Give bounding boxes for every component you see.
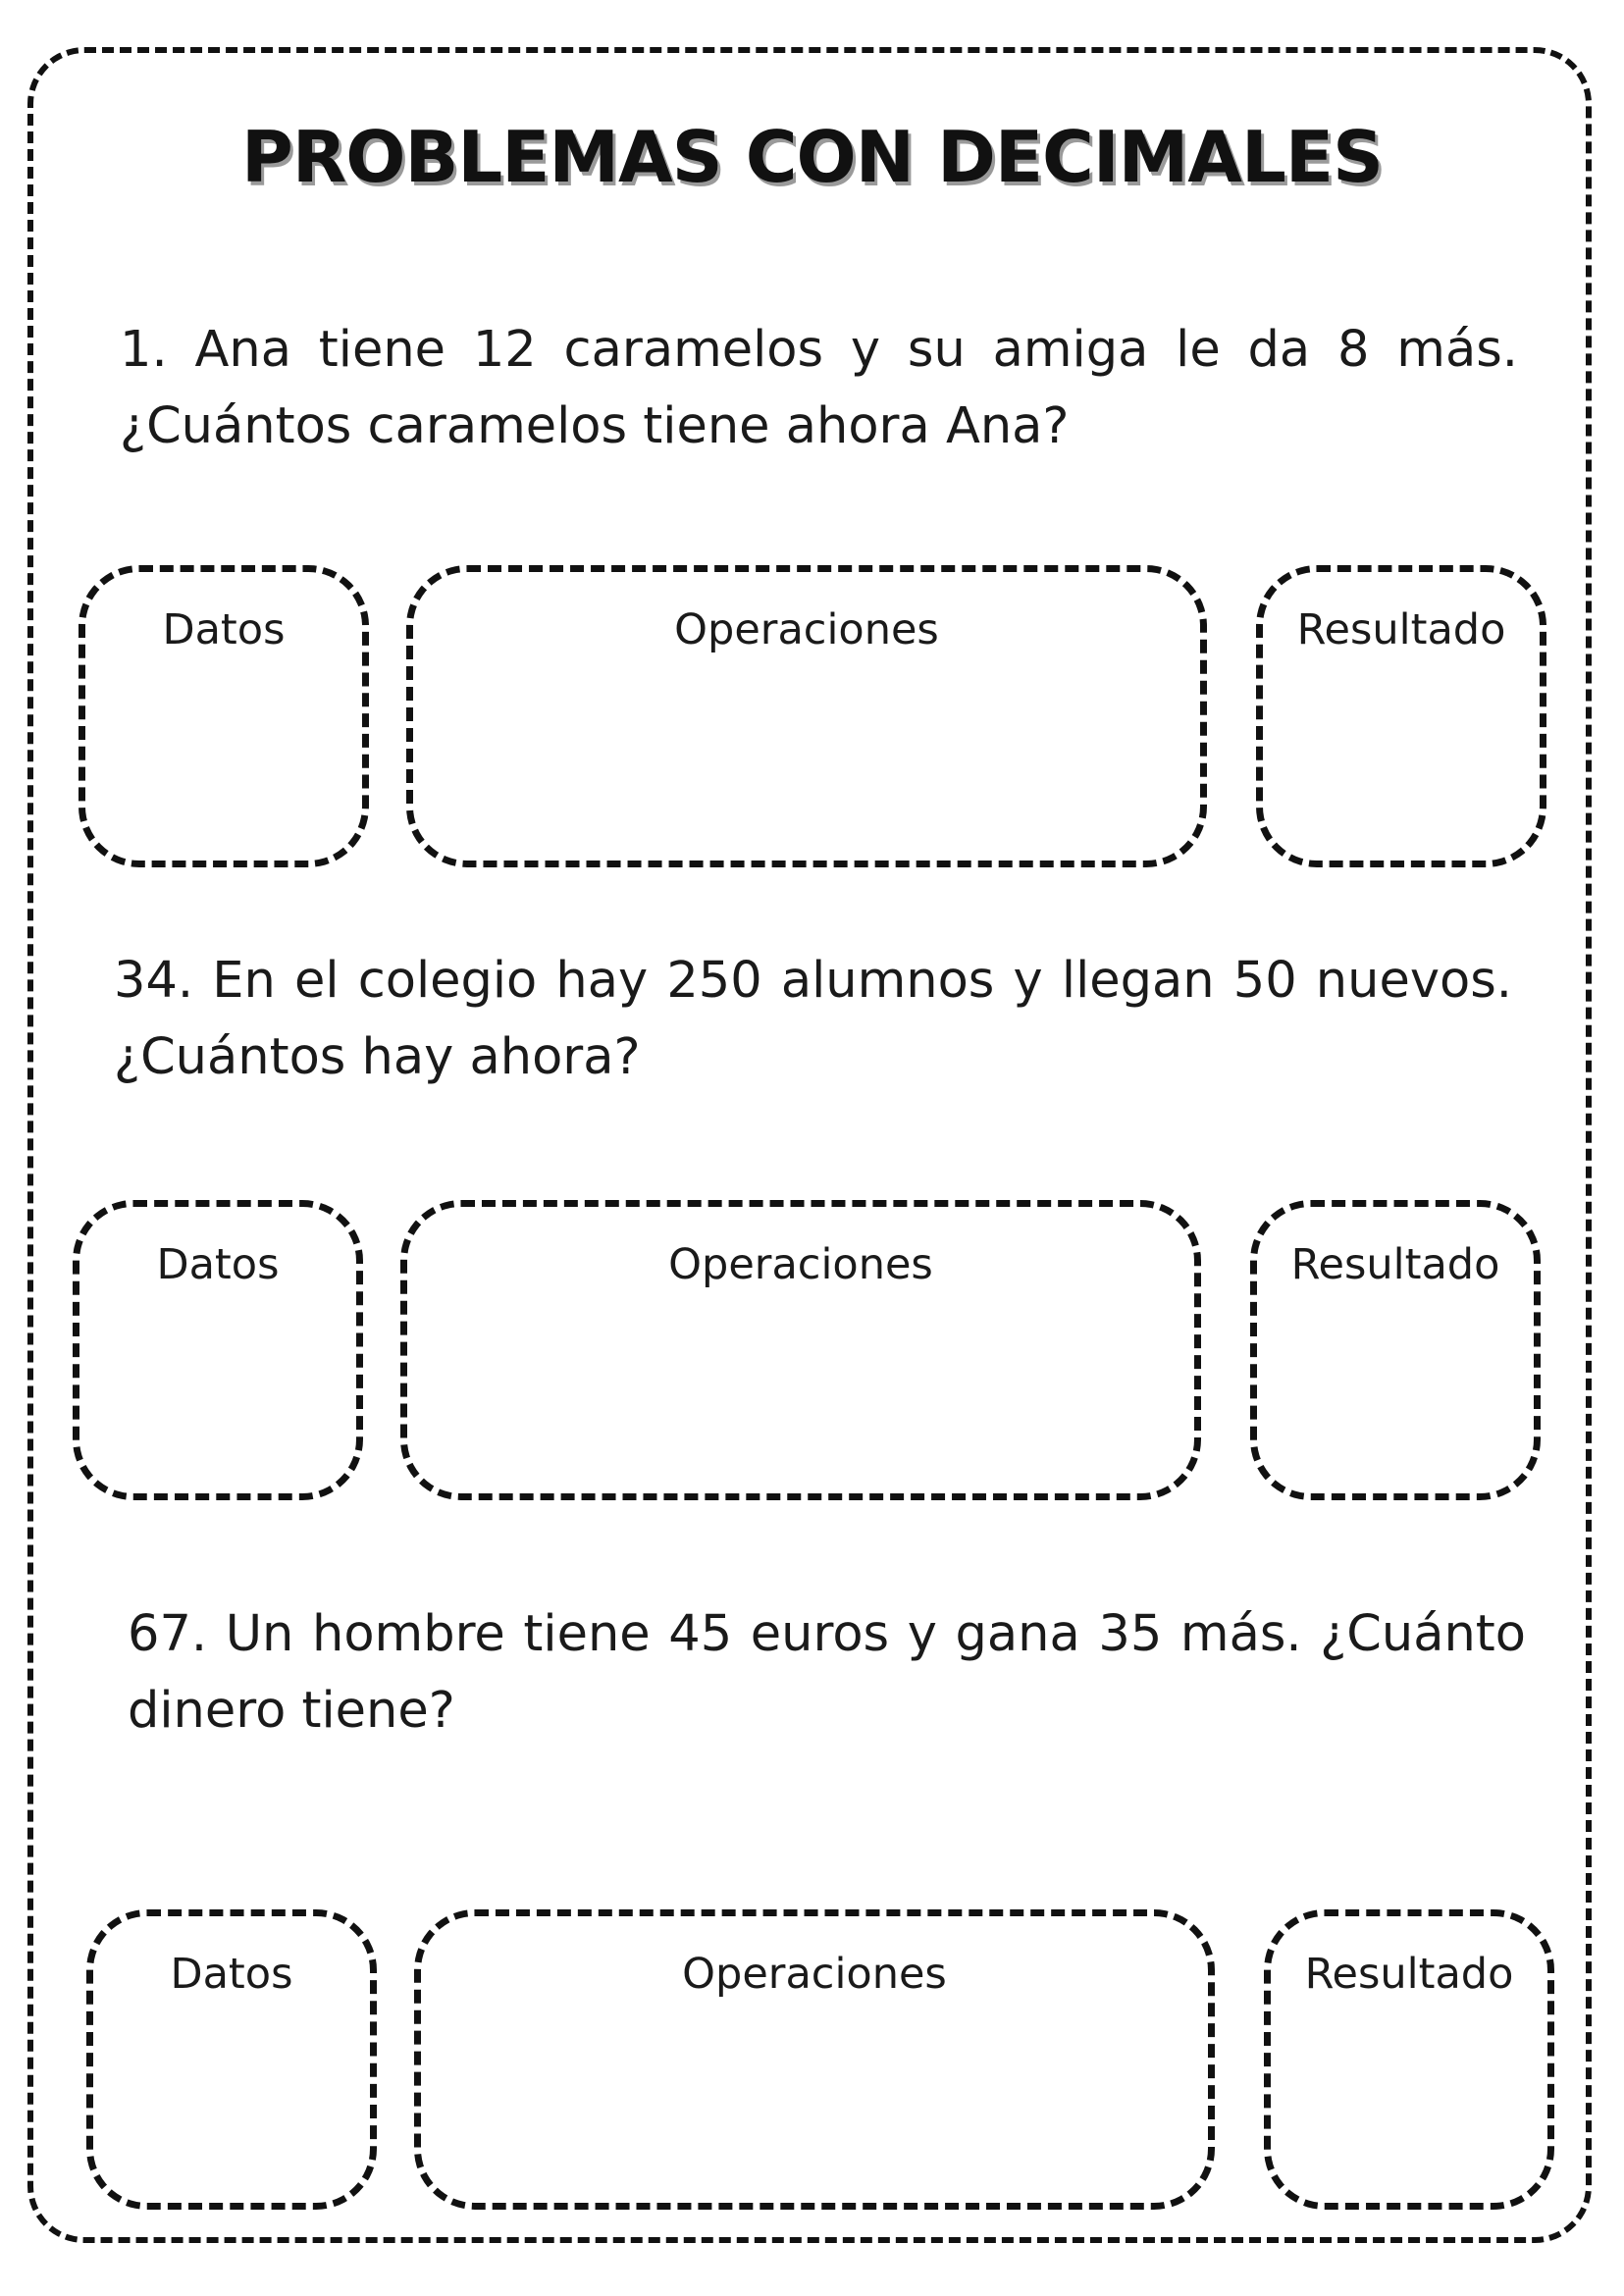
operaciones-label: Operaciones: [668, 1240, 933, 1289]
problem-3-datos-box[interactable]: [86, 1909, 377, 2210]
problem-3-resultado-box[interactable]: [1264, 1909, 1554, 2210]
worksheet-title: PROBLEMAS CON DECIMALES: [241, 116, 1383, 198]
resultado-label: Resultado: [1304, 1950, 1514, 1999]
problem-2-datos-box[interactable]: [73, 1200, 363, 1500]
datos-label: Datos: [170, 1950, 293, 1999]
datos-label: Datos: [162, 605, 286, 654]
problem-1-operaciones-box[interactable]: [406, 565, 1207, 867]
problem-1-datos-box[interactable]: [79, 565, 369, 867]
problem-1-text: 1. Ana tiene 12 caramelos y su amiga le da 8 más. ¿Cuántos caramelos tiene ahora Ana?: [120, 321, 1518, 455]
problem-1-resultado-box[interactable]: [1256, 565, 1546, 867]
resultado-label: Resultado: [1290, 1240, 1500, 1289]
problem-3-operaciones-box[interactable]: [414, 1909, 1215, 2210]
operaciones-label: Operaciones: [682, 1950, 947, 1999]
resultado-label: Resultado: [1296, 605, 1506, 654]
problem-2-operaciones-box[interactable]: [400, 1200, 1201, 1500]
datos-label: Datos: [156, 1240, 280, 1289]
problem-2-resultado-box[interactable]: [1250, 1200, 1541, 1500]
problem-2-text: 34. En el colegio hay 250 alumnos y llegan 50 nuevos. ¿Cuántos hay ahora?: [114, 952, 1512, 1086]
problem-3-text: 67. Un hombre tiene 45 euros y gana 35 más. ¿Cuánto dinero tiene?: [128, 1605, 1526, 1740]
operaciones-label: Operaciones: [674, 605, 939, 654]
